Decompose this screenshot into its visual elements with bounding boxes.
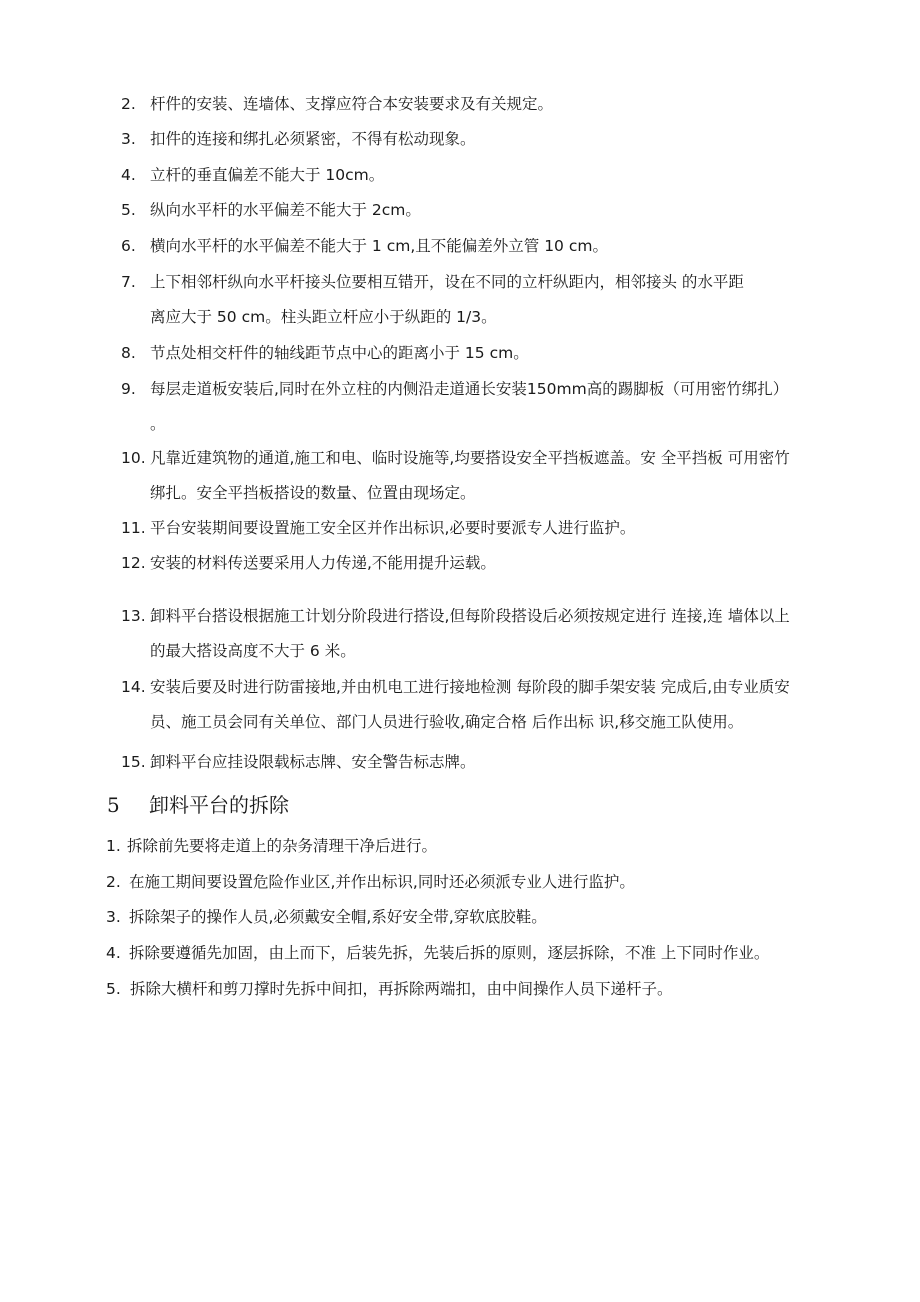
item-number: 3. <box>106 908 121 926</box>
item-number: 15. <box>121 753 146 771</box>
item-text: 扣件的连接和绑扎必须紧密，不得有松动现象。 <box>150 130 476 148</box>
item-text-continued: 绑扎。安全平挡板搭设的数量、位置由现场定。 <box>150 484 476 502</box>
item-number: 5. <box>121 201 136 219</box>
item-text-continued: 。 <box>150 415 166 433</box>
item-number: 11. <box>121 519 146 537</box>
item-text: 在施工期间要设置危险作业区,并作出标识,同时还必须派专业人进行监护。 <box>129 873 635 891</box>
section-title: 卸料平台的拆除 <box>149 793 289 817</box>
item-number: 13. <box>121 607 146 625</box>
item-text: 凡靠近建筑物的通道,施工和电、临时设施等,均要搭设安全平挡板遮盖。安 全平挡板 可用密竹 <box>150 449 790 467</box>
item-text: 上下相邻杆纵向水平杆接头位要相互错开，设在不同的立杆纵距内，相邻接头 的水平距 <box>150 273 744 291</box>
item-text: 拆除大横杆和剪刀撑时先拆中间扣，再拆除两端扣，由中间操作人员下递杆子。 <box>130 980 673 998</box>
item-text: 每层走道板安装后,同时在外立柱的内侧沿走道通长安装150mm高的踢脚板（可用密竹绑扎） <box>150 380 789 398</box>
item-text: 拆除前先要将走道上的杂务清理干净后进行。 <box>127 837 438 855</box>
item-number: 3. <box>121 130 136 148</box>
item-number: 8. <box>121 344 136 362</box>
item-number: 2. <box>106 873 121 891</box>
item-text: 拆除架子的操作人员,必须戴安全帽,系好安全带,穿软底胶鞋。 <box>129 908 547 926</box>
item-text-continued: 的最大搭设高度不大于 6 米。 <box>150 642 356 660</box>
item-number: 10. <box>121 449 146 467</box>
item-text: 立杆的垂直偏差不能大于 10cm。 <box>150 166 385 184</box>
item-number: 4. <box>106 944 121 962</box>
item-text: 横向水平杆的水平偏差不能大于 1 cm,且不能偏差外立管 10 cm。 <box>150 237 608 255</box>
item-text-continued: 员、施工员会同有关单位、部门人员进行验收,确定合格 后作出标 识,移交施工队使用。 <box>150 713 744 731</box>
item-number: 14. <box>121 678 146 696</box>
section-number: 5 <box>107 793 120 817</box>
item-text: 平台安装期间要设置施工安全区并作出标识,必要时要派专人进行监护。 <box>150 519 636 537</box>
item-text: 安装的材料传送要采用人力传递,不能用提升运载。 <box>150 554 496 572</box>
item-number: 12. <box>121 554 146 572</box>
item-text: 拆除要遵循先加固，由上而下，后装先拆，先装后拆的原则，逐层拆除，不准 上下同时作业。 <box>129 944 770 962</box>
item-number: 2. <box>121 95 136 113</box>
item-number: 4. <box>121 166 136 184</box>
item-text: 节点处相交杆件的轴线距节点中心的距离小于 15 cm。 <box>150 344 529 362</box>
item-text: 纵向水平杆的水平偏差不能大于 2cm。 <box>150 201 421 219</box>
item-text: 卸料平台搭设根据施工计划分阶段进行搭设,但每阶段搭设后必须按规定进行 连接,连 墙体以上 <box>150 607 790 625</box>
item-text-continued: 离应大于 50 cm。柱头距立杆应小于纵距的 1/3。 <box>150 308 497 326</box>
item-text: 卸料平台应挂设限载标志牌、安全警告标志牌。 <box>150 753 476 771</box>
item-number: 1. <box>106 837 121 855</box>
item-number: 7. <box>121 273 136 291</box>
item-number: 6. <box>121 237 136 255</box>
item-text: 杆件的安装、连墙体、支撑应符合本安装要求及有关规定。 <box>150 95 554 113</box>
item-number: 9. <box>121 380 136 398</box>
item-text: 安装后要及时进行防雷接地,并由机电工进行接地检测 每阶段的脚手架安装 完成后,由专业质安 <box>150 678 790 696</box>
item-number: 5. <box>106 980 121 998</box>
